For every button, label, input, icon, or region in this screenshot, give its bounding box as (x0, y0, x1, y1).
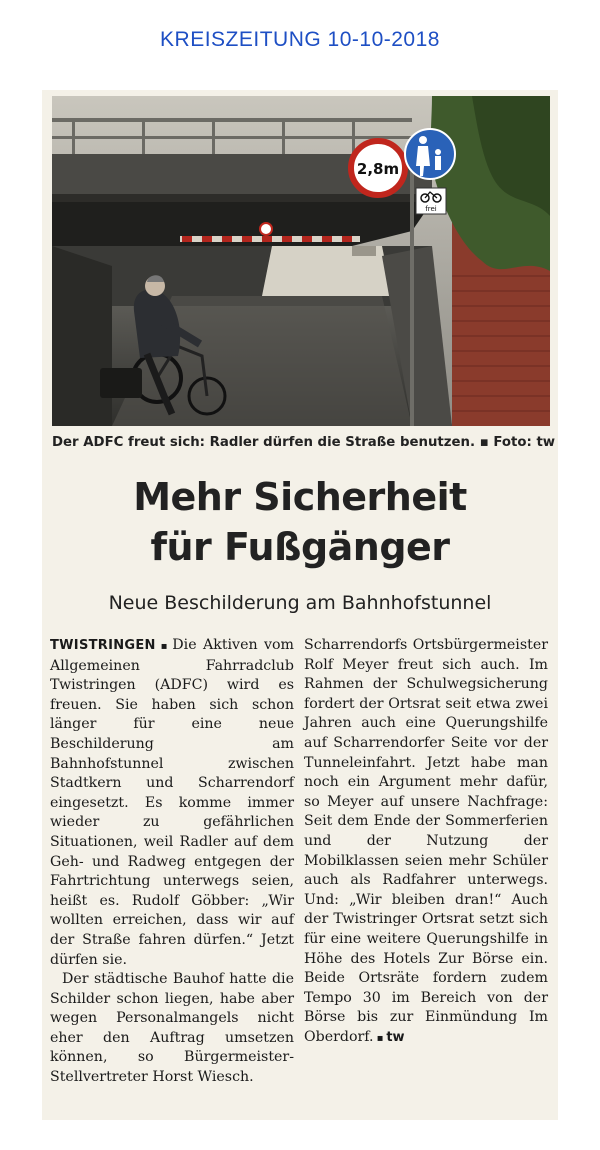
headline (42, 472, 558, 572)
article-paragraph-3 (304, 636, 548, 1048)
article-column-left (50, 636, 294, 1088)
bike-frei-text: frei (425, 205, 437, 213)
height-limit-text: 2,8m (356, 160, 400, 178)
paragraph-1-text: Die Aktiven vom Allgemeinen Fahrradclub Twistringen (ADFC) wird es freuen. Sie haben sich schon länger für eine neue Beschilderung am Bahnhofstunnel zwischen Stadtkern und Scharrendorf eingesetzt. Es komme immer wieder zu gefährlichen Situationen, weil Radler auf dem Geh- und Radweg entgegen der Fahrtrichtung unterwegs seien, heißt es. Rudolf Göbber: „Wir wollten erreichen, dass wir auf der Straße fahren dürfen.“ Jetzt dürfen sie. (50, 637, 295, 968)
article-paragraph-2: Der städtische Bauhof hatte die Schilder schon liegen, habe aber wegen Personalmangels nicht eher den Auftrag umsetzen können, so Bürgermeister-Stellvertreter Horst Wiesch. (50, 971, 294, 1086)
headline-line-1: Mehr Sicherheit (133, 475, 467, 519)
newspaper-clipping (42, 90, 558, 1120)
bullet-icon: ▪ (158, 641, 170, 652)
article-photo (52, 96, 550, 426)
subheadline: Neue Beschilderung am Bahnhofstunnel (108, 592, 492, 614)
masthead: KREISZEITUNG 10-10-2018 (160, 28, 440, 51)
article-paragraph-1 (50, 636, 294, 970)
dateline: TWISTRINGEN (50, 638, 156, 653)
photo-caption: Der ADFC freut sich: Radler dürfen die Straße benutzen. ▪ Foto: tw (52, 435, 556, 450)
bullet-icon: ▪ (376, 1032, 384, 1044)
article-column-right (304, 636, 548, 1048)
paragraph-3-text: Scharrendorfs Ortsbürgermeister Rolf Meyer freut sich auch. Im Rahmen der Schulwegsicherung fordert der Ortsrat seit etwa zwei Jahren auch eine Querungshilfe auf Scharrendorfer Seite vor der Tunneleinfahrt. Jetzt habe man noch ein Argument mehr dafür, so Meyer auf unsere Nachfrage: Seit dem Ende der Sommerferien und der Nutzung der Mobilklassen seien mehr Schüler auch als Radfahrer unterwegs. Und: „Wir bleiben dran!“ Auch der Twistringer Ortsrat setzt sich für eine weitere Querungshilfe in Höhe des Hotels Zur Börse ein. Beide Ortsräte fordern zudem Tempo 30 im Bereich von der Börse bis zur Einmündung Im Oberdorf. (304, 637, 548, 1045)
author-initials: tw (386, 1029, 405, 1045)
headline-line-2: für Fußgänger (150, 525, 450, 569)
